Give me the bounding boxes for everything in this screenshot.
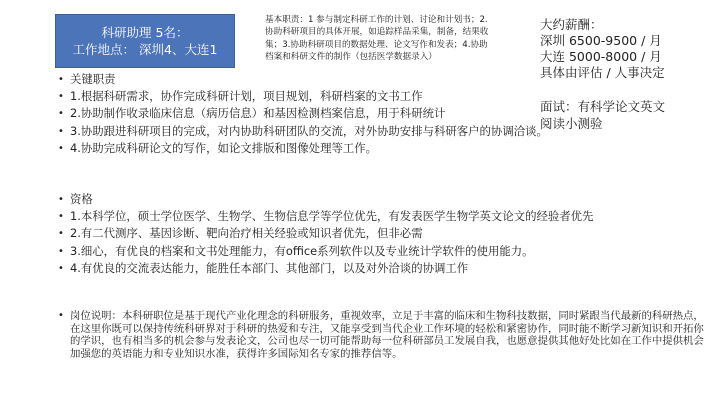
section-header: 资格 [70,192,93,206]
list-item [58,310,708,360]
interview-line-1: 面试：有科学论文英文 [540,99,666,114]
list-item [58,105,548,122]
salary-note: 具体由评估 / 人事决定 [540,65,665,80]
qualification-item: 2.有二代测序、基因诊断、靶向治疗相关经验或知识者优先，但非必需 [70,226,423,241]
list-item [58,123,548,140]
list-item [58,208,593,225]
bullet-icon: • [58,91,64,103]
salary-shenzhen: 深圳 6500-9500 / 月 [540,33,662,48]
section-header: 关键职责 [70,72,116,86]
list-item [58,88,548,105]
salary-dalian: 大连 5000-8000 / 月 [540,49,662,64]
bullet-icon: • [58,74,64,85]
position-description [58,310,708,360]
qualification-item: 1.本科学位，硕士学位医学、生物学、生物信息学等学位优先，有发表医学生物学英文论文的经验者优先 [70,209,594,224]
interview-line-2: 阅读小测验 [540,116,603,131]
list-item [58,140,548,157]
qualification-item: 4.有优良的交流表达能力，能胜任本部门、其他部门，以及对外洽谈的协调工作 [70,260,469,275]
list-item [58,191,593,208]
bullet-icon: • [58,228,64,240]
salary-title: 大约薪酬： [540,17,603,32]
basic-duties: 基本职责：1 参与制定科研工作的计划、讨论和计划书；2.协助科研项目的具体开展，如追踪样品采集，制备，结果收集；3.协助科研项目的数据处理、论文写作和发表；4.协助档案和科研文件的制作（包括医学数据录入） [265,15,489,63]
work-location: 工作地点： 深圳4、大连1 [72,42,218,57]
salary-block [540,17,715,81]
bullet-icon: • [58,194,64,205]
job-title-box [55,14,235,68]
key-duties-section [58,71,548,157]
qualification-item: 3.细心，有优良的档案和文书处理能力，有office系列软件以及专业统计学软件的使用能力。 [70,243,534,258]
duty-item: 3.协助跟进科研项目的完成，对内协助科研团队的交流，对外协助安排与科研客户的协调洽谈。 [70,123,548,138]
interview-block [540,98,715,132]
list-item [58,243,593,260]
list-item [58,71,548,88]
bullet-icon: • [58,108,64,120]
duty-item: 2.协助制作收录临床信息（病历信息）和基因检测档案信息，用于科研统计 [70,106,446,121]
bullet-icon: • [58,262,64,274]
qualifications-section [58,191,593,277]
description-text: 岗位说明：本科研职位是基于现代产业化理念的科研服务，重视效率，立足于丰富的临床和生物科技数据，同时紧跟当代最新的科研热点，在这里你既可以保持传统科研界对于科研的热爱和专注，又能享受到当代企业工作环境的轻松和紧密协作，同时能不断学习新知识和开拓你的学识，也有相当多的机会参与发表论文，公司也尽一切可能帮助每一位科研部员工发展自我，也愿意提供其他好处比如在工作中提供机会加强您的英语能力和专业知识水准，获得许多国际知名专家的推荐信等。 [70,310,704,360]
duty-item: 1.根据科研需求，协作完成科研计划，项目规划，科研档案的文书工作 [70,89,423,104]
bullet-icon: • [58,245,64,257]
list-item [58,225,593,242]
bullet-icon: • [58,142,64,154]
bullet-icon: • [58,125,64,137]
duty-item: 4.协助完成科研论文的写作，如论文排版和图像处理等工作。 [70,140,378,155]
bullet-icon: • [58,211,64,223]
job-title: 科研助理 5名： [101,25,189,40]
list-item [58,260,593,277]
bullet-icon: • [58,310,64,321]
